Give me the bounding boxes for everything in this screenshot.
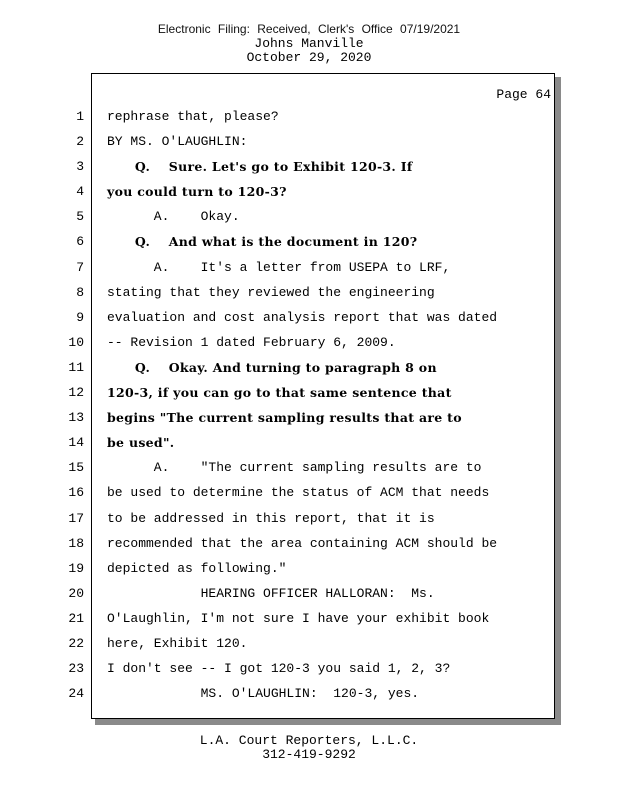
line-text: stating that they reviewed the engineering [107, 284, 435, 300]
transcript-line [0, 459, 618, 484]
header-date: October 29, 2020 [246, 50, 372, 65]
line-text: O'Laughlin, I'm not sure I have your exhibit book [107, 610, 490, 626]
question-text: you could turn to 120-3? [107, 184, 287, 200]
line-text: be used to determine the status of ACM that needs [107, 485, 490, 501]
line-number: 7 [76, 259, 84, 275]
line-text: A. It's a letter from USEPA to LRF, [107, 259, 451, 275]
line-text: MS. O'LAUGHLIN: 120-3, yes. [107, 686, 420, 702]
line-number: 14 [68, 435, 84, 451]
line-text: rephrase that, please? [107, 109, 279, 124]
line-text: evaluation and cost analysis report that was dated [107, 309, 498, 325]
line-number: 16 [68, 485, 84, 501]
transcript-lines [0, 108, 618, 710]
transcript-line [0, 158, 618, 183]
line-number: 5 [76, 209, 84, 225]
line-number: 11 [68, 359, 84, 375]
line-text: -- Revision 1 dated February 6, 2009. [107, 334, 396, 350]
transcript-line [0, 685, 618, 710]
question-text: be used". [107, 435, 175, 451]
transcript-line [0, 284, 618, 309]
line-text: here, Exhibit 120. [107, 635, 248, 651]
transcript-line [0, 309, 618, 334]
footer-company: L.A. Court Reporters, L.L.C. [199, 733, 419, 748]
filing-stamp: Electronic Filing: Received, Clerk's Office 07/19/2021 [157, 22, 461, 36]
line-number: 20 [68, 585, 84, 601]
line-text: A. Okay. [107, 209, 240, 225]
transcript-line [0, 510, 618, 535]
line-text: A. "The current sampling results are to [107, 460, 482, 476]
transcript-line [0, 560, 618, 585]
line-number: 12 [68, 385, 84, 401]
transcript-line [0, 484, 618, 509]
transcript-line [0, 183, 618, 208]
line-number: 22 [68, 635, 84, 651]
question-text: Q. Sure. Let's go to Exhibit 120-3. If [107, 159, 413, 175]
line-number: 1 [76, 109, 84, 124]
question-text: Q. And what is the document in 120? [107, 234, 418, 250]
question-text: 120-3, if you can go to that same sentence that [107, 385, 452, 401]
line-number: 3 [76, 159, 84, 175]
transcript-line [0, 133, 618, 158]
footer-phone: 312-419-9292 [262, 747, 356, 762]
line-text: HEARING OFFICER HALLORAN: Ms. [107, 585, 435, 601]
transcript-line [0, 434, 618, 459]
line-number: 24 [68, 686, 84, 702]
line-number: 8 [76, 284, 84, 300]
line-number: 4 [76, 184, 84, 200]
header-deponent: Johns Manville [254, 36, 364, 51]
line-number: 19 [68, 560, 84, 576]
transcript-line [0, 233, 618, 258]
transcript-line [0, 259, 618, 284]
transcript-line [0, 635, 618, 660]
transcript-line [0, 384, 618, 409]
question-text: begins "The current sampling results that are to [107, 410, 462, 426]
transcript-line [0, 208, 618, 233]
line-number: 18 [68, 535, 84, 551]
transcript-line [0, 359, 618, 384]
transcript-line [0, 535, 618, 560]
line-number: 10 [68, 334, 84, 350]
line-text: depicted as following." [107, 560, 287, 576]
line-number: 6 [76, 234, 84, 250]
line-number: 17 [68, 510, 84, 526]
line-number: 21 [68, 610, 84, 626]
page-number-label: Page 64 [496, 87, 551, 102]
line-number: 23 [68, 661, 84, 677]
transcript-line [0, 334, 618, 359]
transcript-line [0, 585, 618, 610]
line-number: 2 [76, 134, 84, 150]
question-text: Q. Okay. And turning to paragraph 8 on [107, 359, 437, 375]
line-text: I don't see -- I got 120-3 you said 1, 2, 3? [107, 661, 451, 677]
line-text: BY MS. O'LAUGHLIN: [107, 134, 248, 150]
line-number: 15 [68, 460, 84, 476]
transcript-line [0, 610, 618, 635]
line-number: 9 [76, 309, 84, 325]
line-text: recommended that the area containing ACM should be [107, 535, 498, 551]
line-number: 13 [68, 410, 84, 426]
line-text: to be addressed in this report, that it is [107, 510, 435, 526]
transcript-line [0, 409, 618, 434]
transcript-line [0, 108, 618, 133]
transcript-line [0, 660, 618, 685]
